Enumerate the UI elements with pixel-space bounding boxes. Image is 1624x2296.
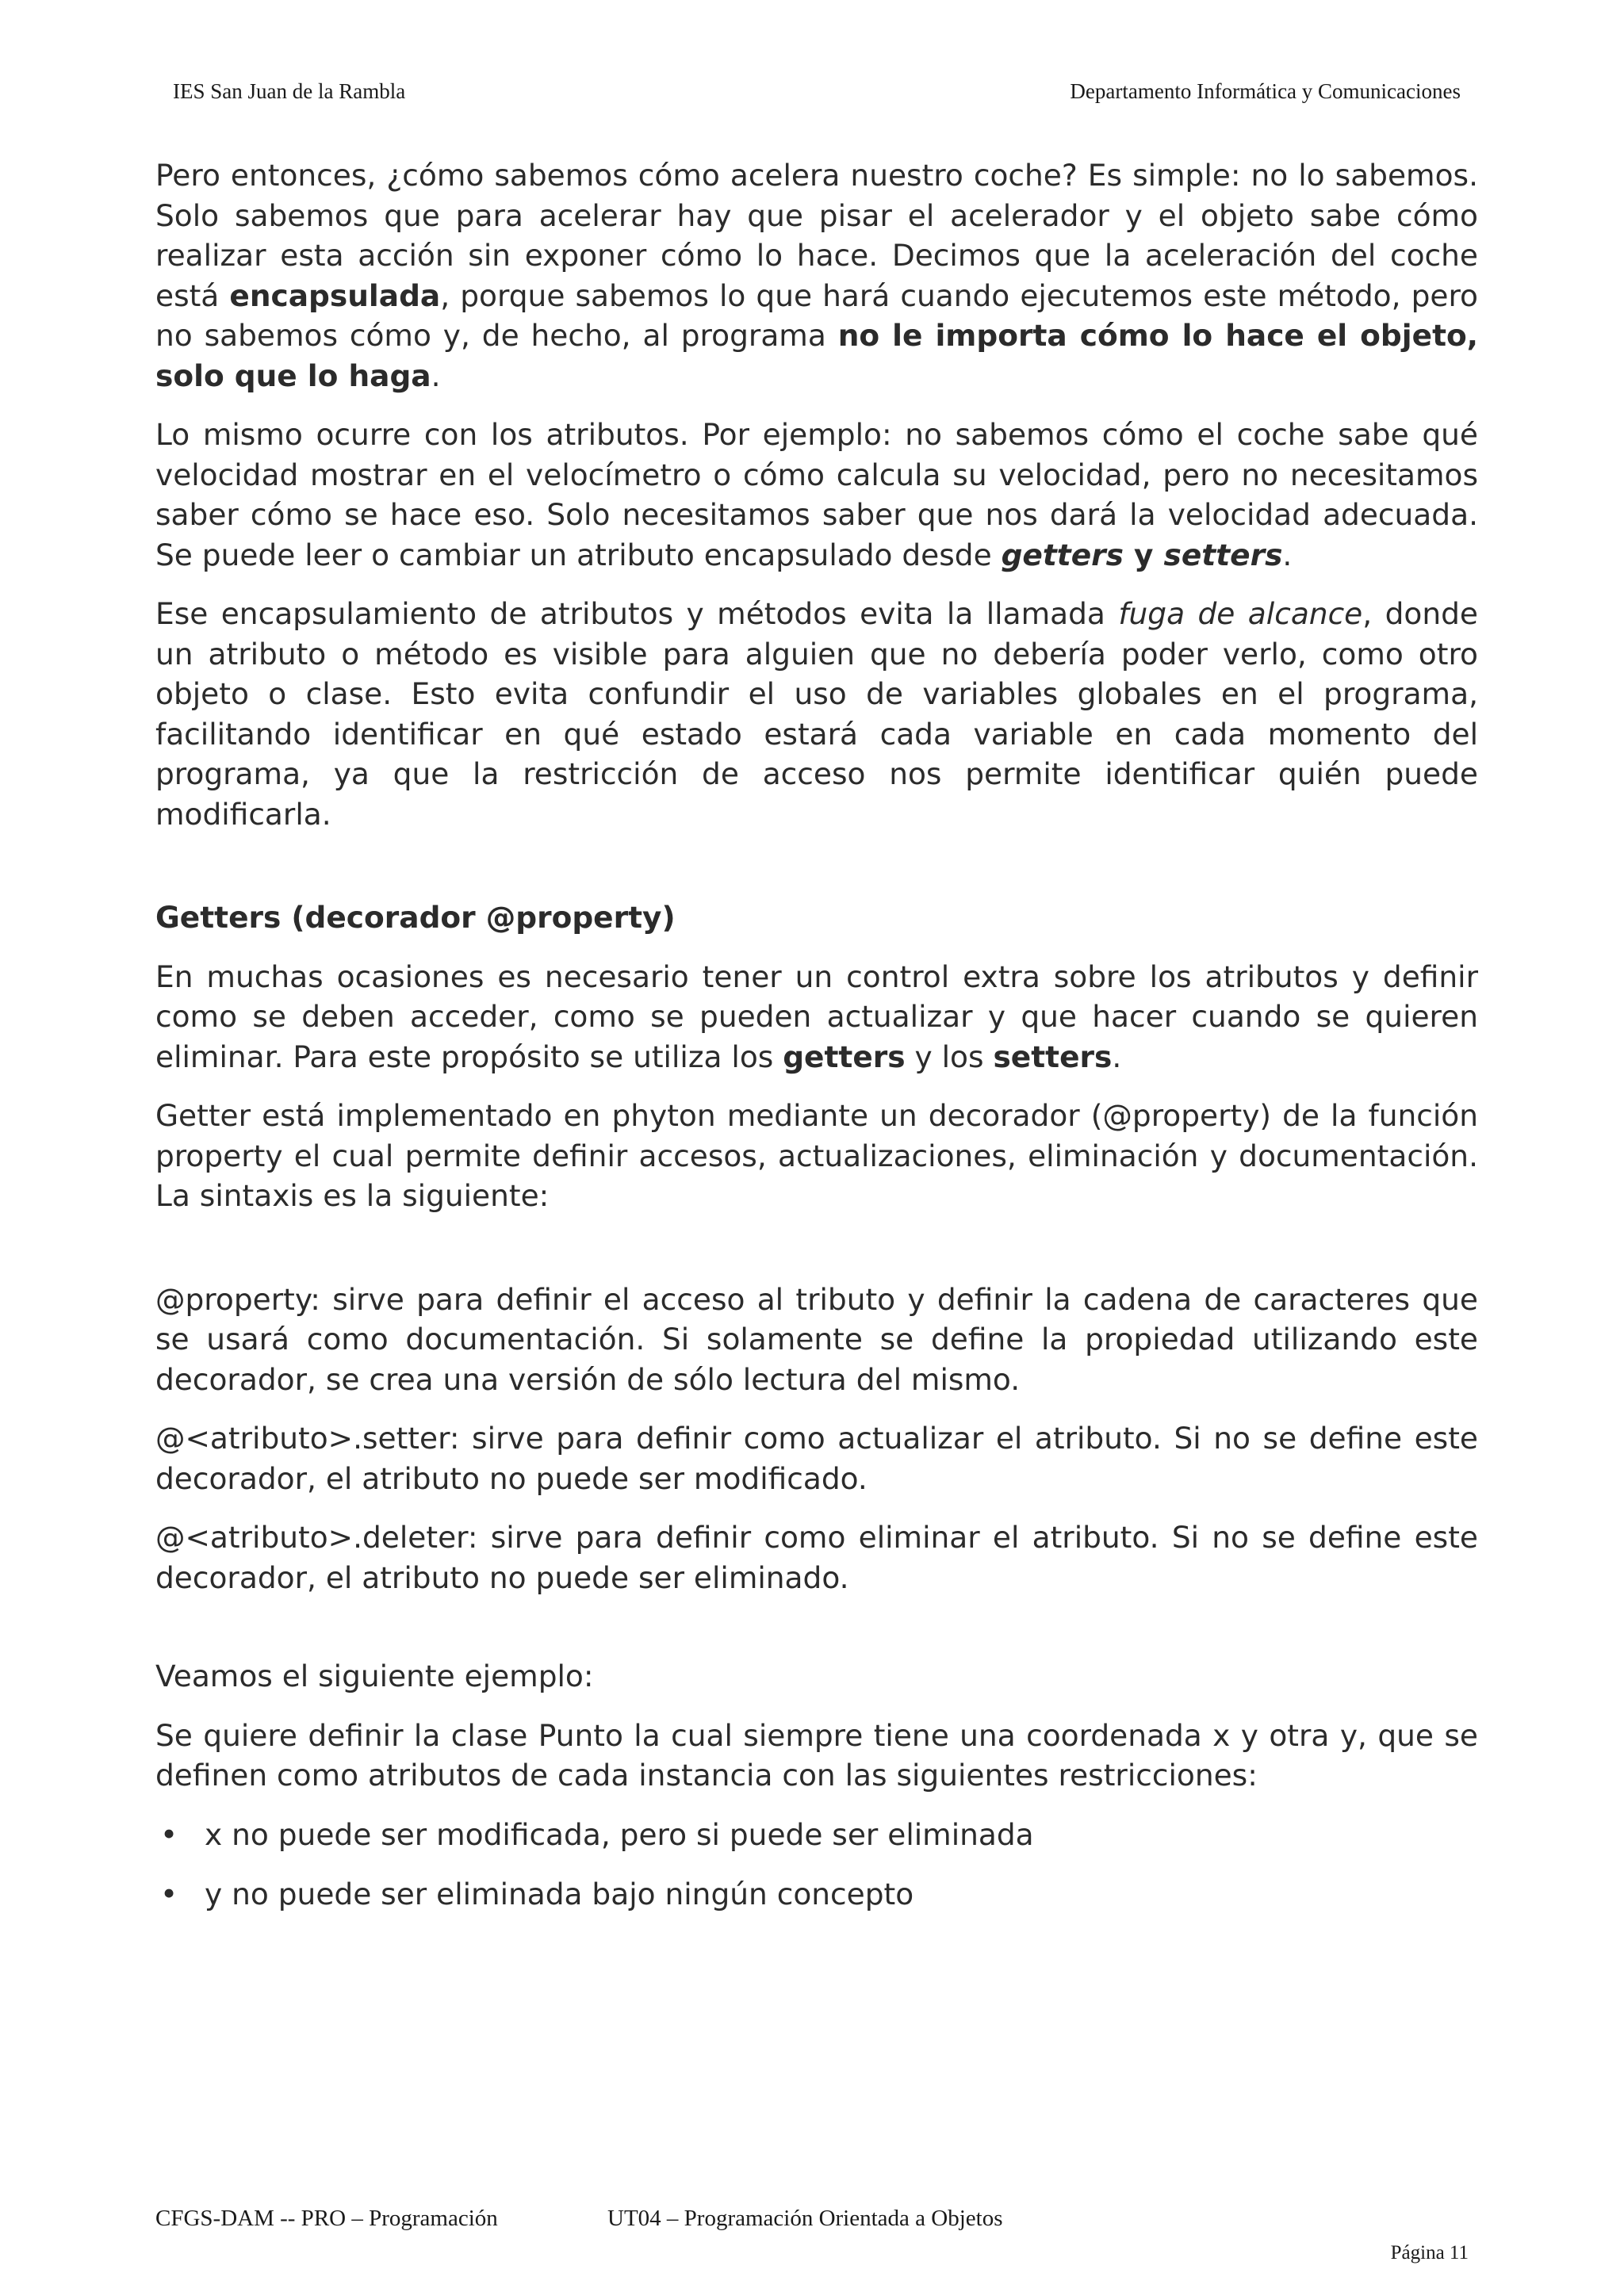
- list-item: • y no puede ser eliminada bajo ningún concepto: [155, 1874, 1478, 1915]
- list-item: • x no puede ser modificada, pero si puede ser eliminada: [155, 1815, 1478, 1855]
- document-body: [155, 155, 1478, 1934]
- paragraph-setter-decorator: @<atributo>.setter: sirve para definir como actualizar el atributo. Si no se define este decorador, el atributo no puede ser modificado.: [155, 1421, 1478, 1496]
- term-getters: getters: [1001, 537, 1124, 572]
- spacer: [155, 1235, 1478, 1280]
- footer-unit: UT04 – Programación Orientada a Objetos: [607, 2206, 1003, 2231]
- section-title-getters: Getters (decorador @property): [155, 900, 676, 935]
- bullet-icon: •: [160, 1877, 178, 1911]
- header-school: IES San Juan de la Rambla: [173, 79, 406, 103]
- bullet-icon: •: [160, 1816, 178, 1852]
- paragraph-punto-class: Se quiere definir la clase Punto la cual siempre tiene una coordenada x y otra y, que se definen como atributos de cada instancia con las siguientes restricciones:: [155, 1717, 1478, 1793]
- paragraph-example-intro: Veamos el siguiente ejemplo:: [155, 1659, 594, 1693]
- spacer: [155, 1617, 1478, 1656]
- paragraph-property-syntax: Getter está implementado en phyton mediante un decorador (@property) de la función property el cual permite definir accesos, actualizaciones, eliminación y documentación. La sintaxis es la siguiente:: [155, 1098, 1478, 1213]
- paragraph-attributes: Lo mismo ocurre con los atributos. Por ejemplo: no sabemos cómo el coche sabe qué velocidad mostrar en el velocímetro o cómo calcula su velocidad, pero no necesitamos saber cómo se hace eso. Solo necesitamos saber que nos dará la velocidad adecuada. Se puede leer o cambiar un atributo encapsulado desde getters y setters.: [155, 417, 1478, 572]
- paragraph-deleter-decorator: @<atributo>.deleter: sirve para definir como eliminar el atributo. Si no se define este decorador, el atributo no puede ser eliminado.: [155, 1520, 1478, 1595]
- paragraph-scope-leak: Ese encapsulamiento de atributos y métodos evita la llamada fuga de alcance, donde un atributo o método es visible para alguien que no debería poder verlo, como otro objeto o clase. Esto evita confundir el uso de variables globales en el programa, facilitando identificar en qué estado estará cada variable en cada momento del programa, ya que la restricción de acceso nos permite identificar quién puede modificarla.: [155, 596, 1479, 832]
- term-setters: setters: [1163, 537, 1283, 572]
- footer-course: CFGS-DAM -- PRO – Programación: [155, 2206, 498, 2231]
- paragraph-property-decorator: @property: sirve para definir el acceso al tributo y definir la cadena de caracteres que se usará como documentación. Si solamente se define la propiedad utilizando este decorador, se crea una versión de sólo lectura del mismo.: [155, 1281, 1478, 1397]
- restrictions-list: [155, 1815, 1478, 1915]
- term-encapsulada: encapsulada: [229, 277, 441, 313]
- paragraph-encapsulation-intro: Pero entonces, ¿cómo sabemos cómo acelera nuestro coche? Es simple: no lo sabemos. Solo sabemos que para acelerar hay que pisar el acelerador y el objeto sabe cómo realizar esta acción sin exponer cómo lo hace. Decimos que la aceleración del coche está encapsulada, porque sabemos lo que hará cuando ejecutemos este método, pero no sabemos cómo y, de hecho, al programa no le importa cómo lo hace el objeto, solo que lo haga.: [155, 158, 1479, 393]
- emphasis-no-le-importa: no le importa cómo lo hace el objeto, solo que lo haga: [155, 318, 1479, 393]
- header-department: Departamento Informática y Comunicaciones: [1070, 79, 1461, 103]
- spacer: [155, 853, 1478, 897]
- page-number: Página 11: [1390, 2242, 1469, 2263]
- term-fuga-de-alcance: fuga de alcance: [1118, 596, 1363, 631]
- paragraph-getters-intro: En muchas ocasiones es necesario tener un control extra sobre los atributos y definir como se deben acceder, como se pueden actualizar y que hacer cuando se quieren eliminar. Para este propósito se utiliza los getters y los setters.: [155, 959, 1478, 1074]
